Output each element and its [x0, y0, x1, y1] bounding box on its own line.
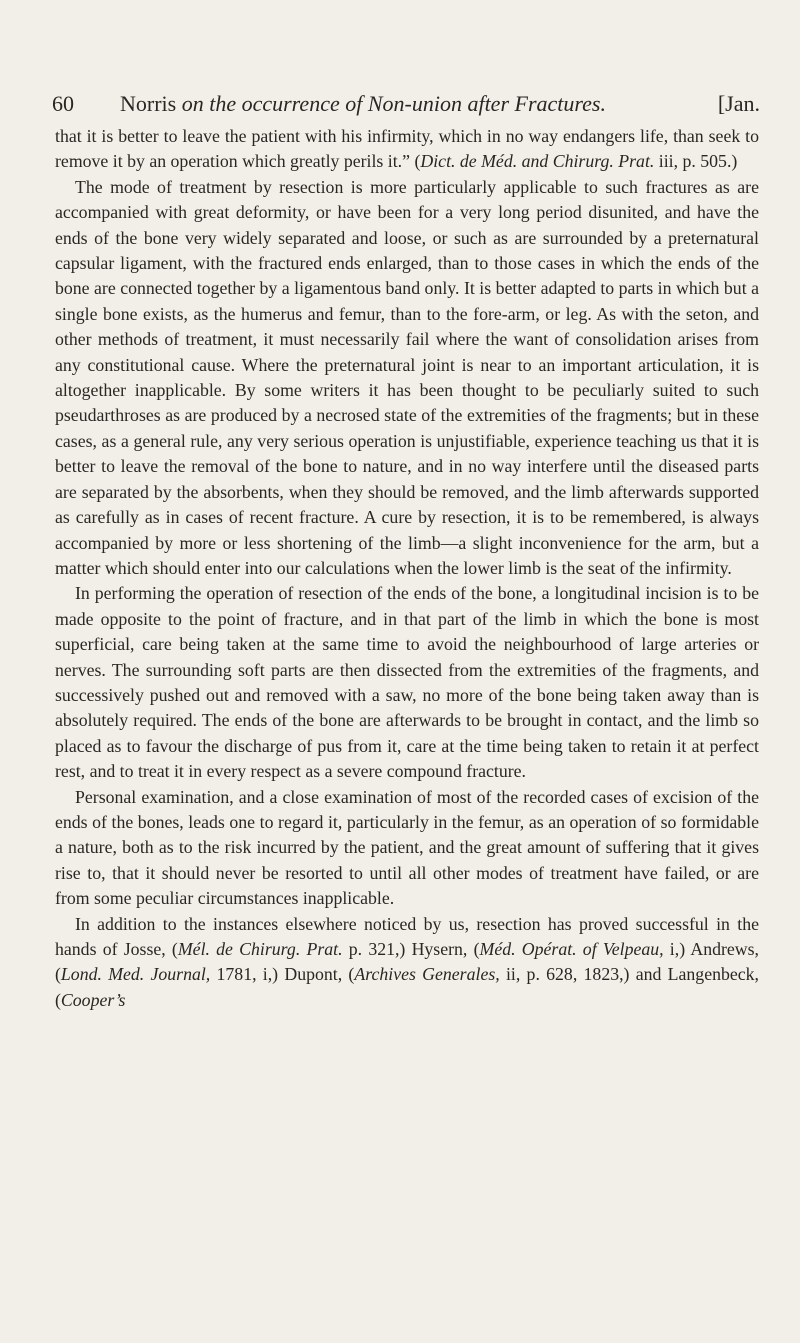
paragraph	[55, 785, 759, 912]
text-run: In performing the operation of resection of the ends of the bone, a longitudinal incision is to be made opposite to the point of fracture, and in that part of the limb in which the bone is most superficial, care being taken at the same time to avoid the neighbourhood of large arteries or nerves. The surrounding soft parts are then dissected from the extremities of the fragments, and successively pushed out and removed with a saw, no more of the bone being taken away than is absolutely required. The ends of the bone are afterwards to be brought in contact, and the limb so placed as to favour the discharge of pus from it, care at the time being taken to retain it at perfect rest, and to treat it in every respect as a severe compound fracture.	[55, 583, 759, 782]
text-run: p. 321,) Hysern, (	[342, 939, 480, 959]
citation-italic: Lond. Med. Journal,	[60, 964, 211, 985]
citation-italic: Archives Generales,	[354, 964, 500, 985]
citation-italic: Mél. de Chirurg. Prat.	[177, 939, 343, 959]
text-run: ii, p. 628, 1823,) and Langenbeck, (	[55, 964, 759, 1010]
running-title-author: Norris	[120, 91, 182, 116]
paragraph	[55, 581, 759, 784]
text-run: i,) Andrews, (	[55, 939, 759, 985]
text-run: iii, p. 505.)	[654, 151, 738, 172]
text-run: that it is better to leave the patient with his infirmity, which in no way endangers life, than seek to remove it by an operation which greatly perils it.” (	[55, 126, 759, 172]
citation-italic: Dict. de Méd. and Chirurg. Prat.	[420, 151, 655, 172]
paragraph	[55, 175, 759, 582]
paragraph	[55, 124, 759, 175]
running-title	[120, 90, 606, 118]
body-text	[55, 124, 759, 1013]
text-run: Personal examination, and a close examination of most of the recorded cases of excision of the ends of the bones, leads one to regard it, particularly in the femur, as an operation of so formidable a nature, both as to the risk incurred by the patient, and the great amount of suffering that it gives rise to, that it should never be resorted to until all other modes of treatment have failed, or are from some peculiar circumstances inapplicable.	[55, 786, 759, 909]
header-date: [Jan.	[717, 91, 760, 116]
text-run: The mode of treatment by resection is more particularly applicable to such fractures as are accompanied with great deformity, or have been for a very long period disunited, and have the ends of the bone very widely separated and loose, or such as are surrounded by a preternatural capsular ligament, with the fractured ends enlarged, than to those cases in which the ends of the bone are connected together by a ligamentous band only. It is better adapted to parts in which but a single bone exists, as the humerus and femur, than to the fore-arm, or leg. As with the seton, and other methods of treatment, it must necessarily fail where the want of consolidation arises from any constitutional cause. Where the preternatural joint is near to an important articulation, it is altogether inapplicable. By some writers it has been thought to be peculiarly suited to such pseudarthroses as are produced by a necrosed state of the extremities of the fragments; but in these cases, as a general rule, any very serious operation is unjustifiable, experience teaching us that it is better to leave the removal of the bone to nature, and in no way interfere until the diseased parts are separated by the absorbents, when they should be removed, and the limb afterwards supported as carefully as in cases of recent fracture. A cure by resection, it is to be remembered, is always accompanied by more or less shortening of the limb—a slight inconvenience for the arm, but a matter which should enter into our calculations when the lower limb is the seat of the infirmity.	[55, 176, 759, 578]
page-number: 60	[52, 91, 74, 116]
running-title-subject: on the occurrence of Non-union after Fractures.	[181, 91, 606, 116]
text-run: 1781, i,) Dupont, (	[210, 964, 355, 985]
paragraph	[55, 912, 759, 1014]
citation-italic: Méd. Opérat. of Velpeau,	[479, 939, 664, 959]
citation-italic: Cooper’s	[60, 989, 126, 1010]
text-run: In addition to the instances elsewhere noticed by us, resection has proved successful in the hands of Josse, (	[55, 913, 759, 959]
